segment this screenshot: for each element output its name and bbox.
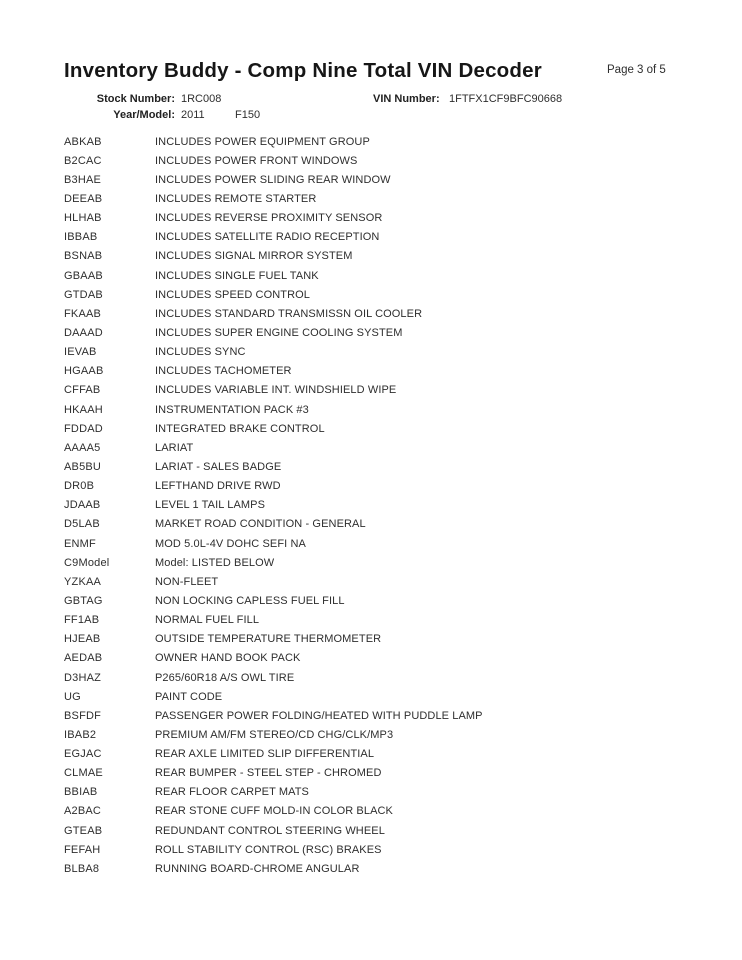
vin-option-row xyxy=(64,534,704,553)
option-code: HKAAH xyxy=(64,403,103,416)
option-description: INCLUDES TACHOMETER xyxy=(155,365,292,378)
option-description: INCLUDES SUPER ENGINE COOLING SYSTEM xyxy=(155,326,403,339)
vin-option-row xyxy=(64,323,704,342)
option-code: CFFAB xyxy=(64,384,101,397)
option-code: A2BAC xyxy=(64,805,102,818)
vin-option-row xyxy=(64,764,704,783)
vin-option-row xyxy=(64,496,704,515)
vin-option-row xyxy=(64,515,704,534)
option-code: BBIAB xyxy=(64,786,98,799)
vin-option-row xyxy=(64,419,704,438)
option-code: IBAB2 xyxy=(64,728,97,741)
vin-option-row xyxy=(64,189,704,208)
option-code: GTDAB xyxy=(64,288,103,301)
option-description: P265/60R18 A/S OWL TIRE xyxy=(155,671,295,684)
vin-option-row xyxy=(64,304,704,323)
option-code: B2CAC xyxy=(64,154,102,167)
option-code: JDAAB xyxy=(64,499,101,512)
vin-option-row xyxy=(64,132,704,151)
vin-option-row xyxy=(64,725,704,744)
vin-option-row xyxy=(64,457,704,476)
option-description: LEFTHAND DRIVE RWD xyxy=(155,480,281,493)
option-description: LEVEL 1 TAIL LAMPS xyxy=(155,499,266,512)
option-description: INTEGRATED BRAKE CONTROL xyxy=(155,422,325,435)
option-code: GTEAB xyxy=(64,824,103,837)
vin-option-row xyxy=(64,859,704,878)
vin-option-row xyxy=(64,783,704,802)
option-code: AEDAB xyxy=(64,652,103,665)
option-description: MOD 5.0L-4V DOHC SEFI NA xyxy=(155,537,306,550)
option-code: YZKAA xyxy=(64,575,102,588)
vin-option-row xyxy=(64,170,704,189)
option-description: LARIAT - SALES BADGE xyxy=(155,460,282,473)
year-value: 2011 xyxy=(181,109,205,121)
option-code: BLBA8 xyxy=(64,862,100,875)
option-description: REAR AXLE LIMITED SLIP DIFFERENTIAL xyxy=(155,748,375,761)
stock-number-value: 1RC008 xyxy=(181,93,222,105)
option-description: INCLUDES SATELLITE RADIO RECEPTION xyxy=(155,231,380,244)
option-description: PAINT CODE xyxy=(155,690,223,703)
option-code: ENMF xyxy=(64,537,96,550)
vin-option-row xyxy=(64,151,704,170)
option-code: GBAAB xyxy=(64,269,103,282)
vin-option-row xyxy=(64,668,704,687)
option-description: OUTSIDE TEMPERATURE THERMOMETER xyxy=(155,633,382,646)
option-description: NON LOCKING CAPLESS FUEL FILL xyxy=(155,594,345,607)
vin-number-value: 1FTFX1CF9BFC90668 xyxy=(449,93,563,105)
option-description: REDUNDANT CONTROL STEERING WHEEL xyxy=(155,824,385,837)
option-code: HGAAB xyxy=(64,365,104,378)
option-description: OWNER HAND BOOK PACK xyxy=(155,652,301,665)
option-code: HJEAB xyxy=(64,633,101,646)
option-code: IEVAB xyxy=(64,346,97,359)
vin-option-row xyxy=(64,477,704,496)
option-description: MARKET ROAD CONDITION - GENERAL xyxy=(155,518,366,531)
option-description: NORMAL FUEL FILL xyxy=(155,614,260,627)
option-description: INCLUDES POWER SLIDING REAR WINDOW xyxy=(155,173,391,186)
vin-options-list xyxy=(64,132,704,878)
vin-option-row xyxy=(64,821,704,840)
option-description: REAR STONE CUFF MOLD-IN COLOR BLACK xyxy=(155,805,393,818)
option-code: CLMAE xyxy=(64,767,103,780)
option-code: FKAAB xyxy=(64,307,102,320)
option-code: EGJAC xyxy=(64,748,102,761)
vin-option-row xyxy=(64,266,704,285)
vin-option-row xyxy=(64,343,704,362)
option-description: ROLL STABILITY CONTROL (RSC) BRAKES xyxy=(155,843,382,856)
vin-option-row xyxy=(64,381,704,400)
option-description: PREMIUM AM/FM STEREO/CD CHG/CLK/MP3 xyxy=(155,728,394,741)
option-description: REAR BUMPER - STEEL STEP - CHROMED xyxy=(155,767,382,780)
vin-option-row xyxy=(64,687,704,706)
option-code: DAAAD xyxy=(64,326,103,339)
option-code: AB5BU xyxy=(64,460,102,473)
vin-option-row xyxy=(64,228,704,247)
option-code: HLHAB xyxy=(64,212,102,225)
option-code: FEFAH xyxy=(64,843,101,856)
option-code: C9Model xyxy=(64,556,110,569)
vin-option-row xyxy=(64,400,704,419)
option-code: FDDAD xyxy=(64,422,103,435)
vin-option-row xyxy=(64,209,704,228)
option-code: DR0B xyxy=(64,480,95,493)
page-title: Inventory Buddy - Comp Nine Total VIN Decoder xyxy=(64,59,542,82)
option-description: INCLUDES SPEED CONTROL xyxy=(155,288,311,301)
vin-option-row xyxy=(64,362,704,381)
option-description: Model: LISTED BELOW xyxy=(155,556,275,569)
vin-option-row xyxy=(64,706,704,725)
model-value: F150 xyxy=(235,109,261,121)
option-description: NON-FLEET xyxy=(155,575,219,588)
vin-option-row xyxy=(64,591,704,610)
option-description: INCLUDES SIGNAL MIRROR SYSTEM xyxy=(155,250,353,263)
option-description: INCLUDES REMOTE STARTER xyxy=(155,192,317,205)
vin-option-row xyxy=(64,438,704,457)
option-description: INCLUDES SYNC xyxy=(155,346,246,359)
option-code: IBBAB xyxy=(64,231,98,244)
option-code: BSFDF xyxy=(64,709,102,722)
option-description: REAR FLOOR CARPET MATS xyxy=(155,786,309,799)
vin-option-row xyxy=(64,745,704,764)
option-code: UG xyxy=(64,690,81,703)
option-description: RUNNING BOARD-CHROME ANGULAR xyxy=(155,862,360,875)
option-code: BSNAB xyxy=(64,250,103,263)
option-description: LARIAT xyxy=(155,441,194,454)
vin-option-row xyxy=(64,285,704,304)
option-code: DEEAB xyxy=(64,192,103,205)
option-description: INCLUDES POWER EQUIPMENT GROUP xyxy=(155,135,370,148)
vin-option-row xyxy=(64,840,704,859)
option-code: AAAA5 xyxy=(64,441,101,454)
vin-option-row xyxy=(64,247,704,266)
option-description: INSTRUMENTATION PACK #3 xyxy=(155,403,309,416)
vin-option-row xyxy=(64,802,704,821)
option-description: INCLUDES STANDARD TRANSMISSN OIL COOLER xyxy=(155,307,423,320)
vin-option-row xyxy=(64,572,704,591)
vin-option-row xyxy=(64,611,704,630)
vin-number-label: VIN Number: xyxy=(373,93,440,105)
option-code: FF1AB xyxy=(64,614,100,627)
option-code: D3HAZ xyxy=(64,671,102,684)
page-indicator: Page 3 of 5 xyxy=(607,64,666,76)
option-code: D5LAB xyxy=(64,518,100,531)
vin-option-row xyxy=(64,553,704,572)
option-description: INCLUDES VARIABLE INT. WINDSHIELD WIPE xyxy=(155,384,397,397)
option-description: INCLUDES POWER FRONT WINDOWS xyxy=(155,154,358,167)
vin-option-row xyxy=(64,630,704,649)
stock-number-label: Stock Number: xyxy=(96,93,175,105)
vin-option-row xyxy=(64,649,704,668)
option-code: ABKAB xyxy=(64,135,102,148)
option-description: PASSENGER POWER FOLDING/HEATED WITH PUDDLE LAMP xyxy=(155,709,483,722)
option-description: INCLUDES REVERSE PROXIMITY SENSOR xyxy=(155,212,383,225)
year-model-label: Year/Model: xyxy=(113,109,175,121)
option-code: GBTAG xyxy=(64,594,103,607)
option-description: INCLUDES SINGLE FUEL TANK xyxy=(155,269,319,282)
option-code: B3HAE xyxy=(64,173,102,186)
